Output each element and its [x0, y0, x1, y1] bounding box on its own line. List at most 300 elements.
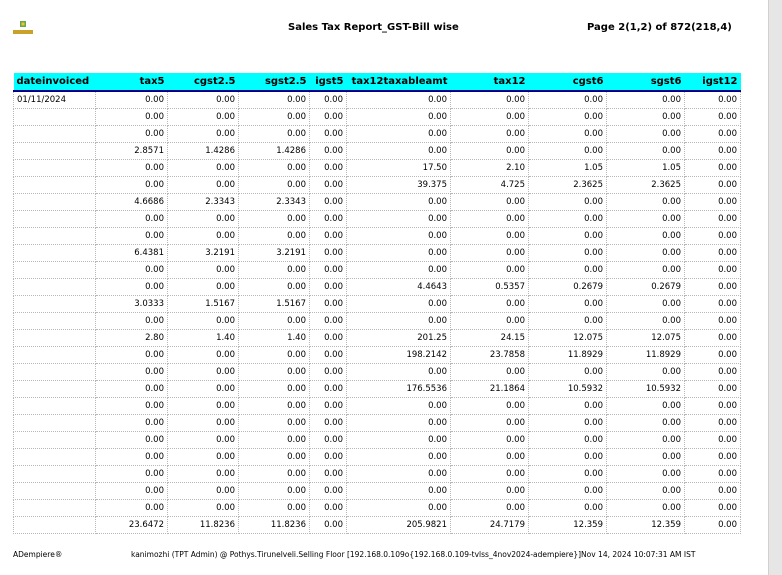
table-cell: 0.00 [685, 398, 741, 415]
table-cell: 0.00 [96, 398, 168, 415]
table-cell: 0.00 [239, 313, 310, 330]
table-cell: 0.00 [96, 228, 168, 245]
column-header-tax5: tax5 [96, 73, 168, 91]
table-cell: 21.1864 [451, 381, 529, 398]
table-cell: 0.00 [529, 500, 607, 517]
table-cell: 0.00 [96, 415, 168, 432]
table-cell: 0.00 [685, 262, 741, 279]
table-cell: 0.00 [310, 91, 347, 109]
table-cell [14, 296, 96, 313]
table-cell: 0.00 [451, 91, 529, 109]
table-cell: 0.00 [451, 415, 529, 432]
table-cell: 0.00 [168, 313, 239, 330]
table-cell: 0.00 [685, 466, 741, 483]
table-cell: 1.40 [168, 330, 239, 347]
table-cell: 0.00 [685, 211, 741, 228]
table-cell: 0.00 [168, 177, 239, 194]
table-cell: 0.00 [451, 432, 529, 449]
table-cell: 0.00 [347, 449, 451, 466]
table-cell: 6.4381 [96, 245, 168, 262]
table-cell: 0.00 [239, 177, 310, 194]
table-cell: 0.00 [310, 160, 347, 177]
table-cell: 0.00 [96, 91, 168, 109]
table-cell: 01/11/2024 [14, 91, 96, 109]
table-cell: 0.00 [96, 177, 168, 194]
table-cell: 0.00 [168, 126, 239, 143]
table-row [14, 347, 741, 364]
table-cell: 23.6472 [96, 517, 168, 534]
table-cell [14, 381, 96, 398]
table-cell: 0.00 [96, 381, 168, 398]
table-cell: 0.00 [96, 449, 168, 466]
table-cell: 0.00 [607, 364, 685, 381]
table-cell: 0.00 [685, 415, 741, 432]
table-cell: 0.00 [451, 228, 529, 245]
table-cell: 0.00 [685, 245, 741, 262]
table-cell: 0.00 [168, 381, 239, 398]
table-cell [14, 109, 96, 126]
table-cell: 0.00 [239, 381, 310, 398]
table-cell: 0.00 [310, 177, 347, 194]
table-cell: 0.00 [347, 398, 451, 415]
table-cell [14, 228, 96, 245]
table-cell: 0.00 [451, 109, 529, 126]
table-cell: 1.40 [239, 330, 310, 347]
table-cell: 0.00 [310, 211, 347, 228]
table-cell: 0.00 [529, 466, 607, 483]
table-cell: 0.00 [347, 364, 451, 381]
table-cell: 1.4286 [239, 143, 310, 160]
table-cell: 0.00 [96, 313, 168, 330]
table-cell: 0.00 [168, 109, 239, 126]
table-cell: 0.00 [607, 126, 685, 143]
table-row [14, 126, 741, 143]
table-cell: 0.00 [168, 211, 239, 228]
table-cell: 0.00 [347, 415, 451, 432]
table-cell: 0.00 [168, 415, 239, 432]
table-row [14, 500, 741, 517]
column-header-dateinvoiced: dateinvoiced [14, 73, 96, 91]
table-cell: 0.00 [685, 483, 741, 500]
table-cell: 11.8929 [529, 347, 607, 364]
table-cell: 0.00 [96, 500, 168, 517]
table-cell: 0.00 [451, 143, 529, 160]
table-cell: 0.00 [310, 126, 347, 143]
table-cell: 0.00 [347, 466, 451, 483]
table-cell: 0.00 [239, 364, 310, 381]
table-cell: 0.00 [607, 483, 685, 500]
table-row [14, 330, 741, 347]
table-cell: 0.00 [310, 398, 347, 415]
table-cell: 0.00 [239, 415, 310, 432]
table-cell: 0.00 [96, 483, 168, 500]
table-cell: 0.00 [529, 91, 607, 109]
table-cell: 0.00 [310, 279, 347, 296]
table-cell [14, 313, 96, 330]
table-cell: 0.00 [451, 194, 529, 211]
table-cell [14, 245, 96, 262]
table-cell: 0.00 [451, 449, 529, 466]
table-cell: 0.00 [239, 466, 310, 483]
table-cell: 3.0333 [96, 296, 168, 313]
table-cell: 0.00 [529, 364, 607, 381]
table-cell: 0.00 [347, 228, 451, 245]
table-cell: 0.00 [529, 432, 607, 449]
table-cell: 2.3343 [239, 194, 310, 211]
table-row [14, 279, 741, 296]
column-header-tax12taxableamt: tax12taxableamt [347, 73, 451, 91]
table-cell: 0.00 [310, 483, 347, 500]
table-cell: 0.00 [685, 364, 741, 381]
table-cell: 0.00 [529, 449, 607, 466]
table-cell: 0.00 [685, 517, 741, 534]
table-cell: 0.2679 [529, 279, 607, 296]
table-cell: 0.00 [685, 347, 741, 364]
table-row [14, 143, 741, 160]
table-cell: 0.00 [451, 296, 529, 313]
table-cell: 0.00 [239, 347, 310, 364]
table-cell: 0.00 [310, 466, 347, 483]
table-cell: 0.00 [685, 381, 741, 398]
table-cell: 0.00 [168, 466, 239, 483]
table-cell: 0.00 [347, 194, 451, 211]
table-cell: 0.00 [168, 347, 239, 364]
table-cell: 0.00 [310, 228, 347, 245]
table-cell [14, 466, 96, 483]
table-cell: 0.00 [347, 109, 451, 126]
table-cell: 0.00 [310, 313, 347, 330]
table-cell: 0.00 [685, 432, 741, 449]
table-cell: 0.00 [168, 483, 239, 500]
table-cell: 0.5357 [451, 279, 529, 296]
table-cell: 0.00 [451, 126, 529, 143]
table-cell: 0.00 [685, 313, 741, 330]
table-cell: 4.4643 [347, 279, 451, 296]
table-cell: 2.10 [451, 160, 529, 177]
table-cell: 0.00 [529, 483, 607, 500]
table-cell: 0.00 [239, 398, 310, 415]
table-cell: 1.05 [607, 160, 685, 177]
table-cell: 0.00 [607, 245, 685, 262]
table-cell: 176.5536 [347, 381, 451, 398]
table-cell: 0.00 [96, 347, 168, 364]
table-cell: 0.00 [347, 143, 451, 160]
table-cell: 2.3343 [168, 194, 239, 211]
table-cell: 0.00 [239, 160, 310, 177]
table-cell: 0.00 [685, 160, 741, 177]
table-cell: 0.00 [529, 245, 607, 262]
report-table [13, 73, 741, 534]
table-cell: 0.00 [607, 91, 685, 109]
table-row [14, 160, 741, 177]
table-cell [14, 279, 96, 296]
table-row [14, 313, 741, 330]
table-cell: 12.359 [607, 517, 685, 534]
table-cell: 0.00 [607, 143, 685, 160]
table-cell [14, 330, 96, 347]
table-cell: 0.00 [239, 432, 310, 449]
table-cell: 0.00 [96, 211, 168, 228]
table-cell: 0.00 [607, 449, 685, 466]
table-cell: 0.00 [529, 228, 607, 245]
table-header-row [14, 73, 741, 91]
table-cell: 0.00 [347, 483, 451, 500]
table-cell: 0.00 [347, 211, 451, 228]
table-cell: 1.5167 [168, 296, 239, 313]
column-header-igst12: igst12 [685, 73, 741, 91]
company-logo [12, 20, 34, 36]
table-cell: 0.00 [607, 466, 685, 483]
table-cell [14, 126, 96, 143]
table-cell: 0.00 [607, 432, 685, 449]
table-cell: 0.00 [685, 279, 741, 296]
table-cell: 0.00 [607, 211, 685, 228]
footer-brand: ADempiere® [13, 550, 63, 559]
table-cell: 0.00 [347, 500, 451, 517]
table-cell: 0.00 [685, 330, 741, 347]
table-row [14, 228, 741, 245]
table-cell [14, 347, 96, 364]
table-cell [14, 364, 96, 381]
table-cell: 0.00 [529, 194, 607, 211]
table-cell: 0.00 [310, 143, 347, 160]
table-cell: 0.00 [347, 91, 451, 109]
table-cell: 0.00 [239, 500, 310, 517]
table-cell: 0.00 [239, 279, 310, 296]
table-cell: 0.00 [685, 126, 741, 143]
table-cell [14, 398, 96, 415]
column-header-tax12: tax12 [451, 73, 529, 91]
table-row [14, 177, 741, 194]
table-cell [14, 143, 96, 160]
report-title: Sales Tax Report_GST-Bill wise [288, 22, 459, 33]
table-cell: 0.00 [168, 228, 239, 245]
table-cell: 0.00 [685, 143, 741, 160]
table-cell: 0.00 [96, 466, 168, 483]
table-cell: 10.5932 [607, 381, 685, 398]
table-cell: 0.00 [239, 211, 310, 228]
table-cell: 0.00 [607, 194, 685, 211]
table-cell: 0.00 [168, 364, 239, 381]
table-cell: 0.00 [96, 279, 168, 296]
table-cell: 201.25 [347, 330, 451, 347]
table-cell: 1.4286 [168, 143, 239, 160]
table-cell: 0.00 [529, 415, 607, 432]
table-cell: 0.00 [607, 500, 685, 517]
table-cell: 12.075 [529, 330, 607, 347]
table-cell [14, 211, 96, 228]
table-cell: 2.8571 [96, 143, 168, 160]
table-cell: 0.00 [310, 194, 347, 211]
table-cell: 0.00 [239, 449, 310, 466]
table-cell: 11.8236 [168, 517, 239, 534]
table-cell: 1.5167 [239, 296, 310, 313]
table-cell: 0.00 [529, 143, 607, 160]
table-cell: 0.00 [685, 500, 741, 517]
table-cell [14, 262, 96, 279]
table-cell: 0.00 [529, 109, 607, 126]
table-cell: 0.00 [451, 483, 529, 500]
table-cell: 0.00 [310, 109, 347, 126]
table-row [14, 483, 741, 500]
table-cell: 0.00 [451, 364, 529, 381]
table-cell: 0.00 [685, 109, 741, 126]
table-row [14, 211, 741, 228]
table-row [14, 398, 741, 415]
table-cell: 0.00 [347, 313, 451, 330]
table-cell [14, 160, 96, 177]
table-cell [14, 500, 96, 517]
table-cell: 0.00 [168, 279, 239, 296]
table-cell: 0.00 [607, 296, 685, 313]
column-header-cgst2-5: cgst2.5 [168, 73, 239, 91]
table-cell: 0.00 [607, 228, 685, 245]
table-row [14, 194, 741, 211]
table-cell: 198.2142 [347, 347, 451, 364]
table-cell: 0.00 [310, 517, 347, 534]
table-cell: 0.00 [347, 126, 451, 143]
table-cell [14, 415, 96, 432]
table-cell: 0.00 [96, 160, 168, 177]
table-cell [14, 483, 96, 500]
table-cell: 0.00 [310, 415, 347, 432]
table-cell: 0.00 [168, 449, 239, 466]
table-cell: 0.00 [310, 262, 347, 279]
table-cell: 39.375 [347, 177, 451, 194]
footer-session-info: kanimozhi (TPT Admin) @ Pothys.Tirunelveli.Selling Floor [192.168.0.109o{192.168.0.109-tvlss_4nov2024-adempiere}]Nov 14, 2024 10:07:31 AM IST [131, 550, 696, 559]
table-cell: 0.00 [347, 245, 451, 262]
table-row [14, 262, 741, 279]
table-cell: 0.00 [310, 364, 347, 381]
table-cell: 0.00 [239, 228, 310, 245]
table-cell: 0.00 [239, 126, 310, 143]
table-cell: 205.9821 [347, 517, 451, 534]
table-cell: 0.00 [451, 500, 529, 517]
table-cell: 24.15 [451, 330, 529, 347]
table-cell: 0.00 [310, 245, 347, 262]
table-cell: 10.5932 [529, 381, 607, 398]
table-cell: 4.6686 [96, 194, 168, 211]
table-cell: 0.00 [239, 109, 310, 126]
table-cell: 0.00 [239, 91, 310, 109]
table-cell: 0.00 [451, 313, 529, 330]
table-cell: 0.00 [239, 262, 310, 279]
page-indicator: Page 2(1,2) of 872(218,4) [587, 22, 732, 33]
table-cell: 0.00 [529, 296, 607, 313]
table-cell: 0.00 [607, 398, 685, 415]
table-cell: 0.00 [685, 449, 741, 466]
table-cell: 0.00 [239, 483, 310, 500]
table-cell: 11.8236 [239, 517, 310, 534]
table-cell: 0.00 [96, 126, 168, 143]
table-cell: 0.00 [310, 381, 347, 398]
table-cell: 0.00 [347, 262, 451, 279]
table-cell: 0.00 [310, 347, 347, 364]
table-cell: 0.00 [168, 160, 239, 177]
table-cell: 0.00 [529, 398, 607, 415]
table-row [14, 466, 741, 483]
table-cell: 0.00 [451, 262, 529, 279]
table-cell: 0.00 [168, 432, 239, 449]
table-cell: 0.00 [607, 415, 685, 432]
table-cell: 12.075 [607, 330, 685, 347]
table-cell [14, 449, 96, 466]
table-cell: 0.00 [96, 262, 168, 279]
table-cell: 0.2679 [607, 279, 685, 296]
table-cell: 0.00 [310, 432, 347, 449]
table-cell: 0.00 [168, 91, 239, 109]
vertical-scrollbar[interactable] [768, 0, 782, 575]
table-cell: 0.00 [96, 432, 168, 449]
table-cell: 0.00 [310, 296, 347, 313]
table-cell: 0.00 [685, 177, 741, 194]
column-header-cgst6: cgst6 [529, 73, 607, 91]
table-cell: 0.00 [310, 500, 347, 517]
table-cell: 23.7858 [451, 347, 529, 364]
table-cell: 2.80 [96, 330, 168, 347]
table-row [14, 364, 741, 381]
column-header-sgst6: sgst6 [607, 73, 685, 91]
table-cell: 0.00 [168, 262, 239, 279]
table-cell: 4.725 [451, 177, 529, 194]
table-cell: 0.00 [529, 126, 607, 143]
table-row [14, 432, 741, 449]
table-cell: 0.00 [451, 398, 529, 415]
table-cell: 0.00 [529, 262, 607, 279]
table-cell: 0.00 [607, 109, 685, 126]
table-cell: 2.3625 [529, 177, 607, 194]
table-cell: 0.00 [168, 398, 239, 415]
table-cell [14, 517, 96, 534]
table-cell: 0.00 [685, 296, 741, 313]
table-cell: 0.00 [96, 364, 168, 381]
table-row [14, 517, 741, 534]
table-cell [14, 177, 96, 194]
table-cell: 0.00 [168, 500, 239, 517]
column-header-sgst2-5: sgst2.5 [239, 73, 310, 91]
table-cell: 11.8929 [607, 347, 685, 364]
table-cell: 12.359 [529, 517, 607, 534]
table-cell: 0.00 [607, 313, 685, 330]
table-cell: 3.2191 [168, 245, 239, 262]
table-cell: 0.00 [310, 449, 347, 466]
table-row [14, 91, 741, 109]
table-row [14, 245, 741, 262]
table-cell: 0.00 [310, 330, 347, 347]
table-cell: 0.00 [347, 296, 451, 313]
table-cell: 0.00 [451, 245, 529, 262]
table-cell: 3.2191 [239, 245, 310, 262]
table-cell [14, 194, 96, 211]
table-cell: 0.00 [529, 211, 607, 228]
table-cell: 0.00 [451, 466, 529, 483]
table-cell: 1.05 [529, 160, 607, 177]
table-cell: 17.50 [347, 160, 451, 177]
table-cell: 0.00 [685, 194, 741, 211]
table-cell [14, 432, 96, 449]
table-cell: 0.00 [347, 432, 451, 449]
table-cell: 2.3625 [607, 177, 685, 194]
table-row [14, 415, 741, 432]
table-cell: 0.00 [96, 109, 168, 126]
table-cell: 0.00 [685, 91, 741, 109]
table-row [14, 381, 741, 398]
table-row [14, 449, 741, 466]
table-cell: 0.00 [451, 211, 529, 228]
table-cell: 0.00 [685, 228, 741, 245]
column-header-igst5: igst5 [310, 73, 347, 91]
table-row [14, 296, 741, 313]
